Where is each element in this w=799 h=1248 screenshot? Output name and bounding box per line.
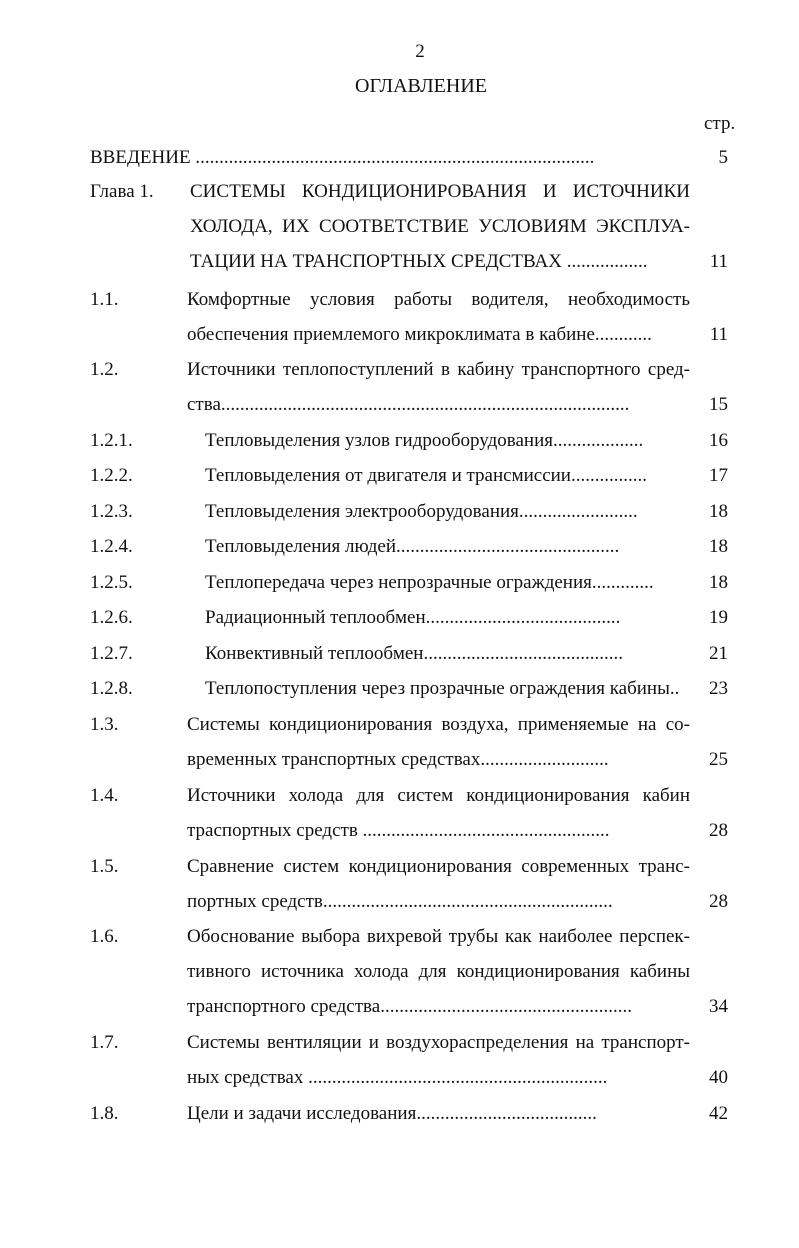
toc-entry-number: 1.7. [90, 1032, 119, 1053]
toc-entry-page: 18 [709, 536, 728, 557]
toc-entry-page: 42 [709, 1103, 728, 1124]
toc-entry-number: 1.5. [90, 856, 119, 877]
toc-entry-number: 1.2.4. [90, 536, 133, 557]
toc-entry-number: 1.8. [90, 1103, 119, 1124]
toc-entry-number: 1.2.8. [90, 678, 133, 699]
toc-entry-number: 1.2.7. [90, 643, 133, 664]
toc-entry-page: 21 [709, 643, 728, 664]
toc-entry-text[interactable]: Комфортные условия работы водителя, необходимость [187, 289, 690, 310]
toc-entry-text[interactable]: Теплопоступления через прозрачные ограждения кабины.. [205, 678, 680, 699]
toc-title: ОГЛАВЛЕНИЕ [355, 75, 487, 97]
toc-entry-page: 11 [709, 324, 728, 345]
toc-entry-text[interactable]: ВВЕДЕНИЕ .................................................................................... [90, 147, 595, 168]
toc-entry-text[interactable]: ХОЛОДА, ИХ СООТВЕТСТВИЕ УСЛОВИЯМ ЭКСПЛУА- [190, 216, 690, 237]
toc-entry-number: 1.2.3. [90, 501, 133, 522]
toc-entry-text[interactable]: Теплопередача через непрозрачные ограждения............. [205, 572, 654, 593]
page-number: 2 [415, 41, 425, 62]
toc-entry-text[interactable]: ных средствах ............................................................... [187, 1067, 608, 1088]
toc-entry-number: 1.3. [90, 714, 119, 735]
toc-entry-page: 15 [709, 394, 728, 415]
toc-entry-page: 11 [709, 251, 728, 272]
toc-entry-text[interactable]: Системы вентиляции и воздухораспределения на транспорт- [187, 1032, 690, 1053]
toc-entry-text[interactable]: обеспечения приемлемого микроклимата в кабине............ [187, 324, 652, 345]
toc-entry-number: 1.2.2. [90, 465, 133, 486]
toc-entry-number: Глава 1. [90, 181, 154, 202]
toc-entry-number: 1.4. [90, 785, 119, 806]
toc-entry-page: 18 [709, 501, 728, 522]
page-column-label: стр. [704, 113, 736, 134]
toc-entry-page: 23 [709, 678, 728, 699]
toc-entry-page: 28 [709, 820, 728, 841]
toc-entry-text[interactable]: Обоснование выбора вихревой трубы как наиболее перспек- [187, 926, 690, 947]
toc-entry-text[interactable]: Конвективный теплообмен.......................................... [205, 643, 623, 664]
toc-entry-page: 17 [709, 465, 728, 486]
toc-entry-text[interactable]: портных средств............................................................. [187, 891, 613, 912]
toc-entry-page: 5 [718, 147, 728, 168]
toc-entry-number: 1.6. [90, 926, 119, 947]
toc-entry-text[interactable]: временных транспортных средствах........................... [187, 749, 609, 770]
toc-entry-text[interactable]: транспортного средства..................................................... [187, 996, 632, 1017]
toc-entry-text[interactable]: ТАЦИИ НА ТРАНСПОРТНЫХ СРЕДСТВАХ ................. [190, 251, 648, 272]
toc-entry-text[interactable]: Источники холода для систем кондиционирования кабин [187, 785, 690, 806]
toc-entry-text[interactable]: Цели и задачи исследования...................................... [187, 1103, 597, 1124]
toc-entry-number: 1.2. [90, 359, 119, 380]
toc-entry-text[interactable]: Тепловыделения от двигателя и трансмиссии................ [205, 465, 647, 486]
toc-entry-text[interactable]: ства...................................................................................... [187, 394, 630, 415]
toc-entry-page: 34 [709, 996, 728, 1017]
toc-entry-text[interactable]: Системы кондиционирования воздуха, применяемые на со- [187, 714, 690, 735]
toc-entry-page: 18 [709, 572, 728, 593]
toc-entry-page: 28 [709, 891, 728, 912]
toc-entry-page: 19 [709, 607, 728, 628]
toc-entry-number: 1.1. [90, 289, 119, 310]
toc-entry-number: 1.2.1. [90, 430, 133, 451]
toc-entry-text[interactable]: Сравнение систем кондиционирования современных транс- [187, 856, 690, 877]
toc-entry-text[interactable]: Источники теплопоступлений в кабину транспортного сред- [187, 359, 690, 380]
toc-entry-number: 1.2.5. [90, 572, 133, 593]
toc-entry-text[interactable]: Тепловыделения узлов гидрооборудования................... [205, 430, 644, 451]
toc-entry-page: 25 [709, 749, 728, 770]
toc-entry-page: 16 [709, 430, 728, 451]
toc-entry-text[interactable]: Тепловыделения людей............................................... [205, 536, 620, 557]
toc-entry-text[interactable]: Тепловыделения электрооборудования......................... [205, 501, 638, 522]
toc-entry-text[interactable]: траспортных средств .................................................... [187, 820, 610, 841]
toc-entry-text[interactable]: Радиационный теплообмен......................................... [205, 607, 621, 628]
toc-entry-number: 1.2.6. [90, 607, 133, 628]
toc-entry-text[interactable]: тивного источника холода для кондиционирования кабины [187, 961, 690, 982]
toc-entry-page: 40 [709, 1067, 728, 1088]
toc-entry-text[interactable]: СИСТЕМЫ КОНДИЦИОНИРОВАНИЯ И ИСТОЧНИКИ [190, 181, 690, 202]
